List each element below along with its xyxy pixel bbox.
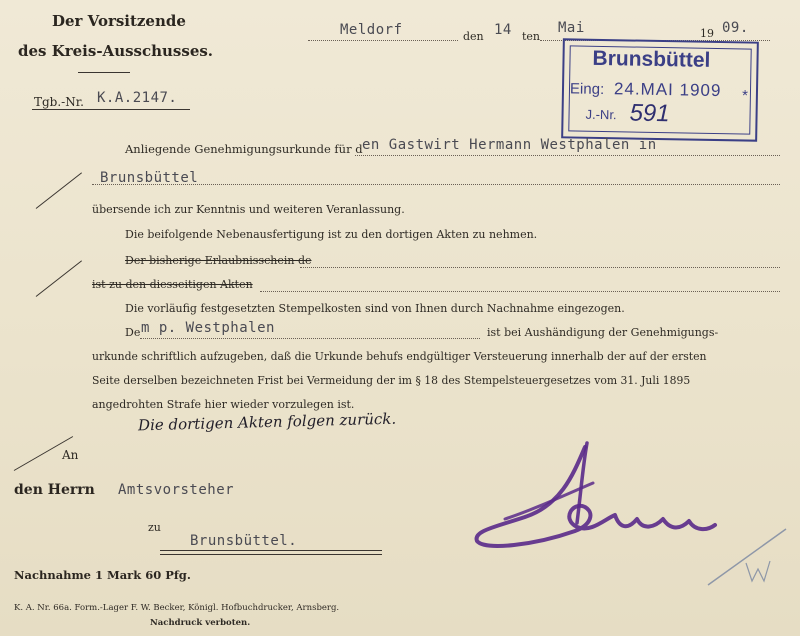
date-year-prefix: 19 [700, 27, 714, 40]
margin-slash-2 [36, 260, 82, 296]
address-recipient: Amtsvorsteher [118, 482, 235, 498]
body-line-8-typed: m p. Westphalen [141, 320, 275, 336]
body-line-7: Die vorläufig festgesetzten Stempelkosten sind von Ihnen durch Nachnahme eingezogen. [125, 302, 625, 315]
received-stamp [561, 38, 759, 141]
body-line-3: übersende ich zur Kenntnis und weiteren Veranlassung. [92, 203, 405, 216]
date-den: den [463, 30, 484, 43]
body-line-5-struck: Der bisherige Erlaubnisschein de [125, 254, 312, 267]
body-line-9: urkunde schriftlich aufzugeben, daß die Urkunde behufs endgültiger Versteuerung innerhalb der auf der ersten [92, 350, 707, 363]
date-ten: ten [522, 30, 541, 43]
address-zu: zu [148, 521, 161, 534]
stamp-received-date: 24.MAI 1909 [613, 79, 722, 101]
margin-slash-1 [36, 172, 82, 208]
address-den-herrn: den Herrn [14, 482, 95, 498]
date-year-suffix: 09. [722, 20, 749, 36]
date-day: 14 [494, 22, 512, 38]
body-line-8-print-b: ist bei Aushändigung der Genehmigungs- [487, 326, 719, 339]
stamp-star: * [741, 87, 749, 105]
body-line-6-dotline [260, 291, 780, 292]
body-line-10: Seite derselben bezeichneten Frist bei Vermeidung der im § 18 des Stempelsteuergesetzes vom 31. Juli 1895 [92, 374, 691, 387]
body-line-6-struck: ist zu den diesseitigen Akten [92, 278, 253, 291]
footer-nachdruck: Nachdruck verboten. [150, 618, 251, 628]
issuer-line-1: Der Vorsitzende [52, 12, 186, 30]
address-an: An [62, 448, 79, 462]
issuer-line-2: des Kreis-Ausschusses. [18, 42, 214, 60]
body-line-2-dotline [92, 184, 780, 185]
date-month: Mai [558, 20, 585, 36]
footer-nachnahme: Nachnahme 1 Mark 60 Pfg. [14, 568, 191, 582]
footer-form-line: K. A. Nr. 66a. Form.-Lager F. W. Becker, Königl. Hofbuchdrucker, Arnsberg. [14, 603, 340, 613]
stamp-journal-number: 591 [629, 99, 670, 128]
reference-underline [32, 109, 190, 110]
pencil-mark [700, 525, 790, 595]
issuer-rule [78, 72, 130, 73]
address-place: Brunsbüttel. [190, 533, 298, 549]
body-line-4: Die beifolgende Nebenausfertigung ist zu den dortigen Akten zu nehmen. [125, 228, 538, 241]
handwritten-note: Die dortigen Akten folgen zurück. [137, 409, 397, 435]
place-dotline [308, 40, 458, 41]
address-underline [160, 550, 382, 551]
body-line-1-dotline [355, 155, 780, 156]
body-line-2-typed: Brunsbüttel [100, 170, 199, 186]
reference-label: Tgb.-Nr. [34, 95, 84, 109]
body-line-1-print: Anliegende Genehmigungsurkunde für d [125, 142, 363, 156]
body-line-8-dotline [140, 338, 480, 339]
reference-number: K.A.2147. [97, 90, 178, 106]
address-underline-2 [160, 554, 382, 555]
stamp-received-label: Eing: [569, 80, 605, 99]
body-line-5-dotline [300, 267, 780, 268]
body-line-11: angedrohten Strafe hier wieder vorzulegen ist. [92, 398, 355, 411]
body-line-8-print-a: De [125, 326, 141, 339]
stamp-place: Brunsbüttel [592, 46, 711, 72]
signature [465, 435, 735, 555]
place-of-issue: Meldorf [340, 22, 403, 38]
stamp-journal-label: J.-Nr. [585, 106, 617, 123]
body-line-1-typed: en Gastwirt Hermann Westphalen in [362, 137, 657, 153]
